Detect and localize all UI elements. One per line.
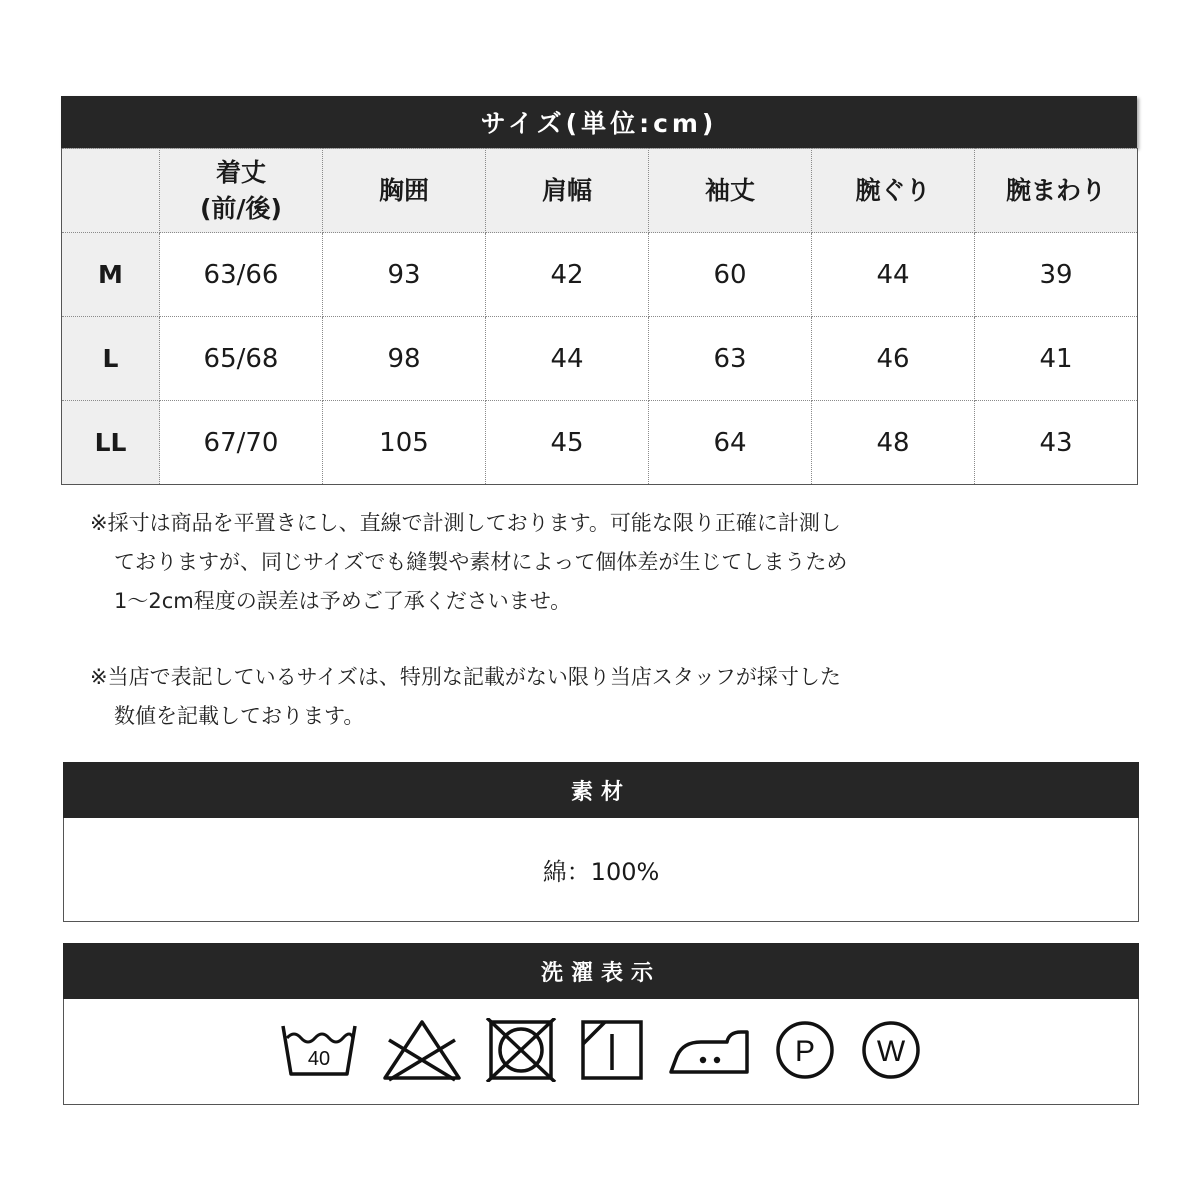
column-header-chest: 胸囲: [323, 149, 486, 233]
line-dry-icon: [579, 1018, 645, 1086]
column-header-arm-circumference: 腕まわり: [975, 149, 1138, 233]
table-cell: 44: [486, 317, 649, 401]
column-header-length: 着丈 (前/後): [160, 149, 323, 233]
table-cell: 63: [649, 317, 812, 401]
table-cell: 64: [649, 401, 812, 485]
wet-clean-w-icon: [859, 1018, 923, 1086]
no-bleach-icon: [381, 1018, 463, 1086]
table-row-m: [62, 233, 1138, 317]
material-title: 素材: [63, 762, 1139, 818]
table-cell: 45: [486, 401, 649, 485]
material-body: [63, 818, 1139, 922]
wash-40-icon: [279, 1020, 359, 1084]
size-table-header-row: [62, 149, 1138, 233]
table-cell: 43: [975, 401, 1138, 485]
table-cell: 44: [812, 233, 975, 317]
note-line: ※採寸は商品を平置きにし、直線で計測しております。可能な限り正確に計測し: [90, 511, 841, 535]
size-table: [61, 148, 1138, 485]
table-row-l: [62, 317, 1138, 401]
measurement-note: [90, 504, 970, 621]
table-cell: 67/70: [160, 401, 323, 485]
dry-clean-p-icon: [773, 1018, 837, 1086]
size-source-note: [90, 658, 970, 736]
table-cell: 98: [323, 317, 486, 401]
material-value: 綿：100%: [542, 858, 660, 886]
svg-text:40: 40: [307, 1047, 331, 1070]
table-corner-cell: [62, 149, 160, 233]
column-header-shoulder: 肩幅: [486, 149, 649, 233]
table-cell: 39: [975, 233, 1138, 317]
note-line: 数値を記載しております。: [114, 704, 365, 728]
table-cell: 63/66: [160, 233, 323, 317]
svg-text:P: P: [794, 1034, 816, 1068]
svg-text:W: W: [876, 1034, 906, 1068]
care-title: 洗濯表示: [63, 943, 1139, 999]
table-cell: 42: [486, 233, 649, 317]
size-label: L: [62, 317, 160, 401]
table-row-ll: [62, 401, 1138, 485]
column-header-armhole: 腕ぐり: [812, 149, 975, 233]
note-line: ておりますが、同じサイズでも縫製や素材によって個体差が生じてしまうため: [114, 550, 848, 574]
note-line: ※当店で表記しているサイズは、特別な記載がない限り当店スタッフが採寸した: [90, 665, 841, 689]
material-section: [63, 762, 1139, 922]
table-cell: 46: [812, 317, 975, 401]
no-tumble-dry-icon: [485, 1018, 557, 1086]
iron-medium-icon: [667, 1020, 751, 1084]
table-cell: 93: [323, 233, 486, 317]
column-header-sleeve: 袖丈: [649, 149, 812, 233]
table-cell: 105: [323, 401, 486, 485]
care-section: [63, 943, 1139, 1105]
care-icons: [63, 999, 1139, 1105]
note-line: 1～2cm程度の誤差は予めご了承くださいませ。: [114, 589, 572, 613]
table-cell: 60: [649, 233, 812, 317]
table-cell: 41: [975, 317, 1138, 401]
size-label: LL: [62, 401, 160, 485]
size-table-section: [61, 96, 1137, 485]
table-cell: 65/68: [160, 317, 323, 401]
size-table-title: サイズ(単位:cm): [61, 96, 1137, 148]
table-cell: 48: [812, 401, 975, 485]
size-label: M: [62, 233, 160, 317]
